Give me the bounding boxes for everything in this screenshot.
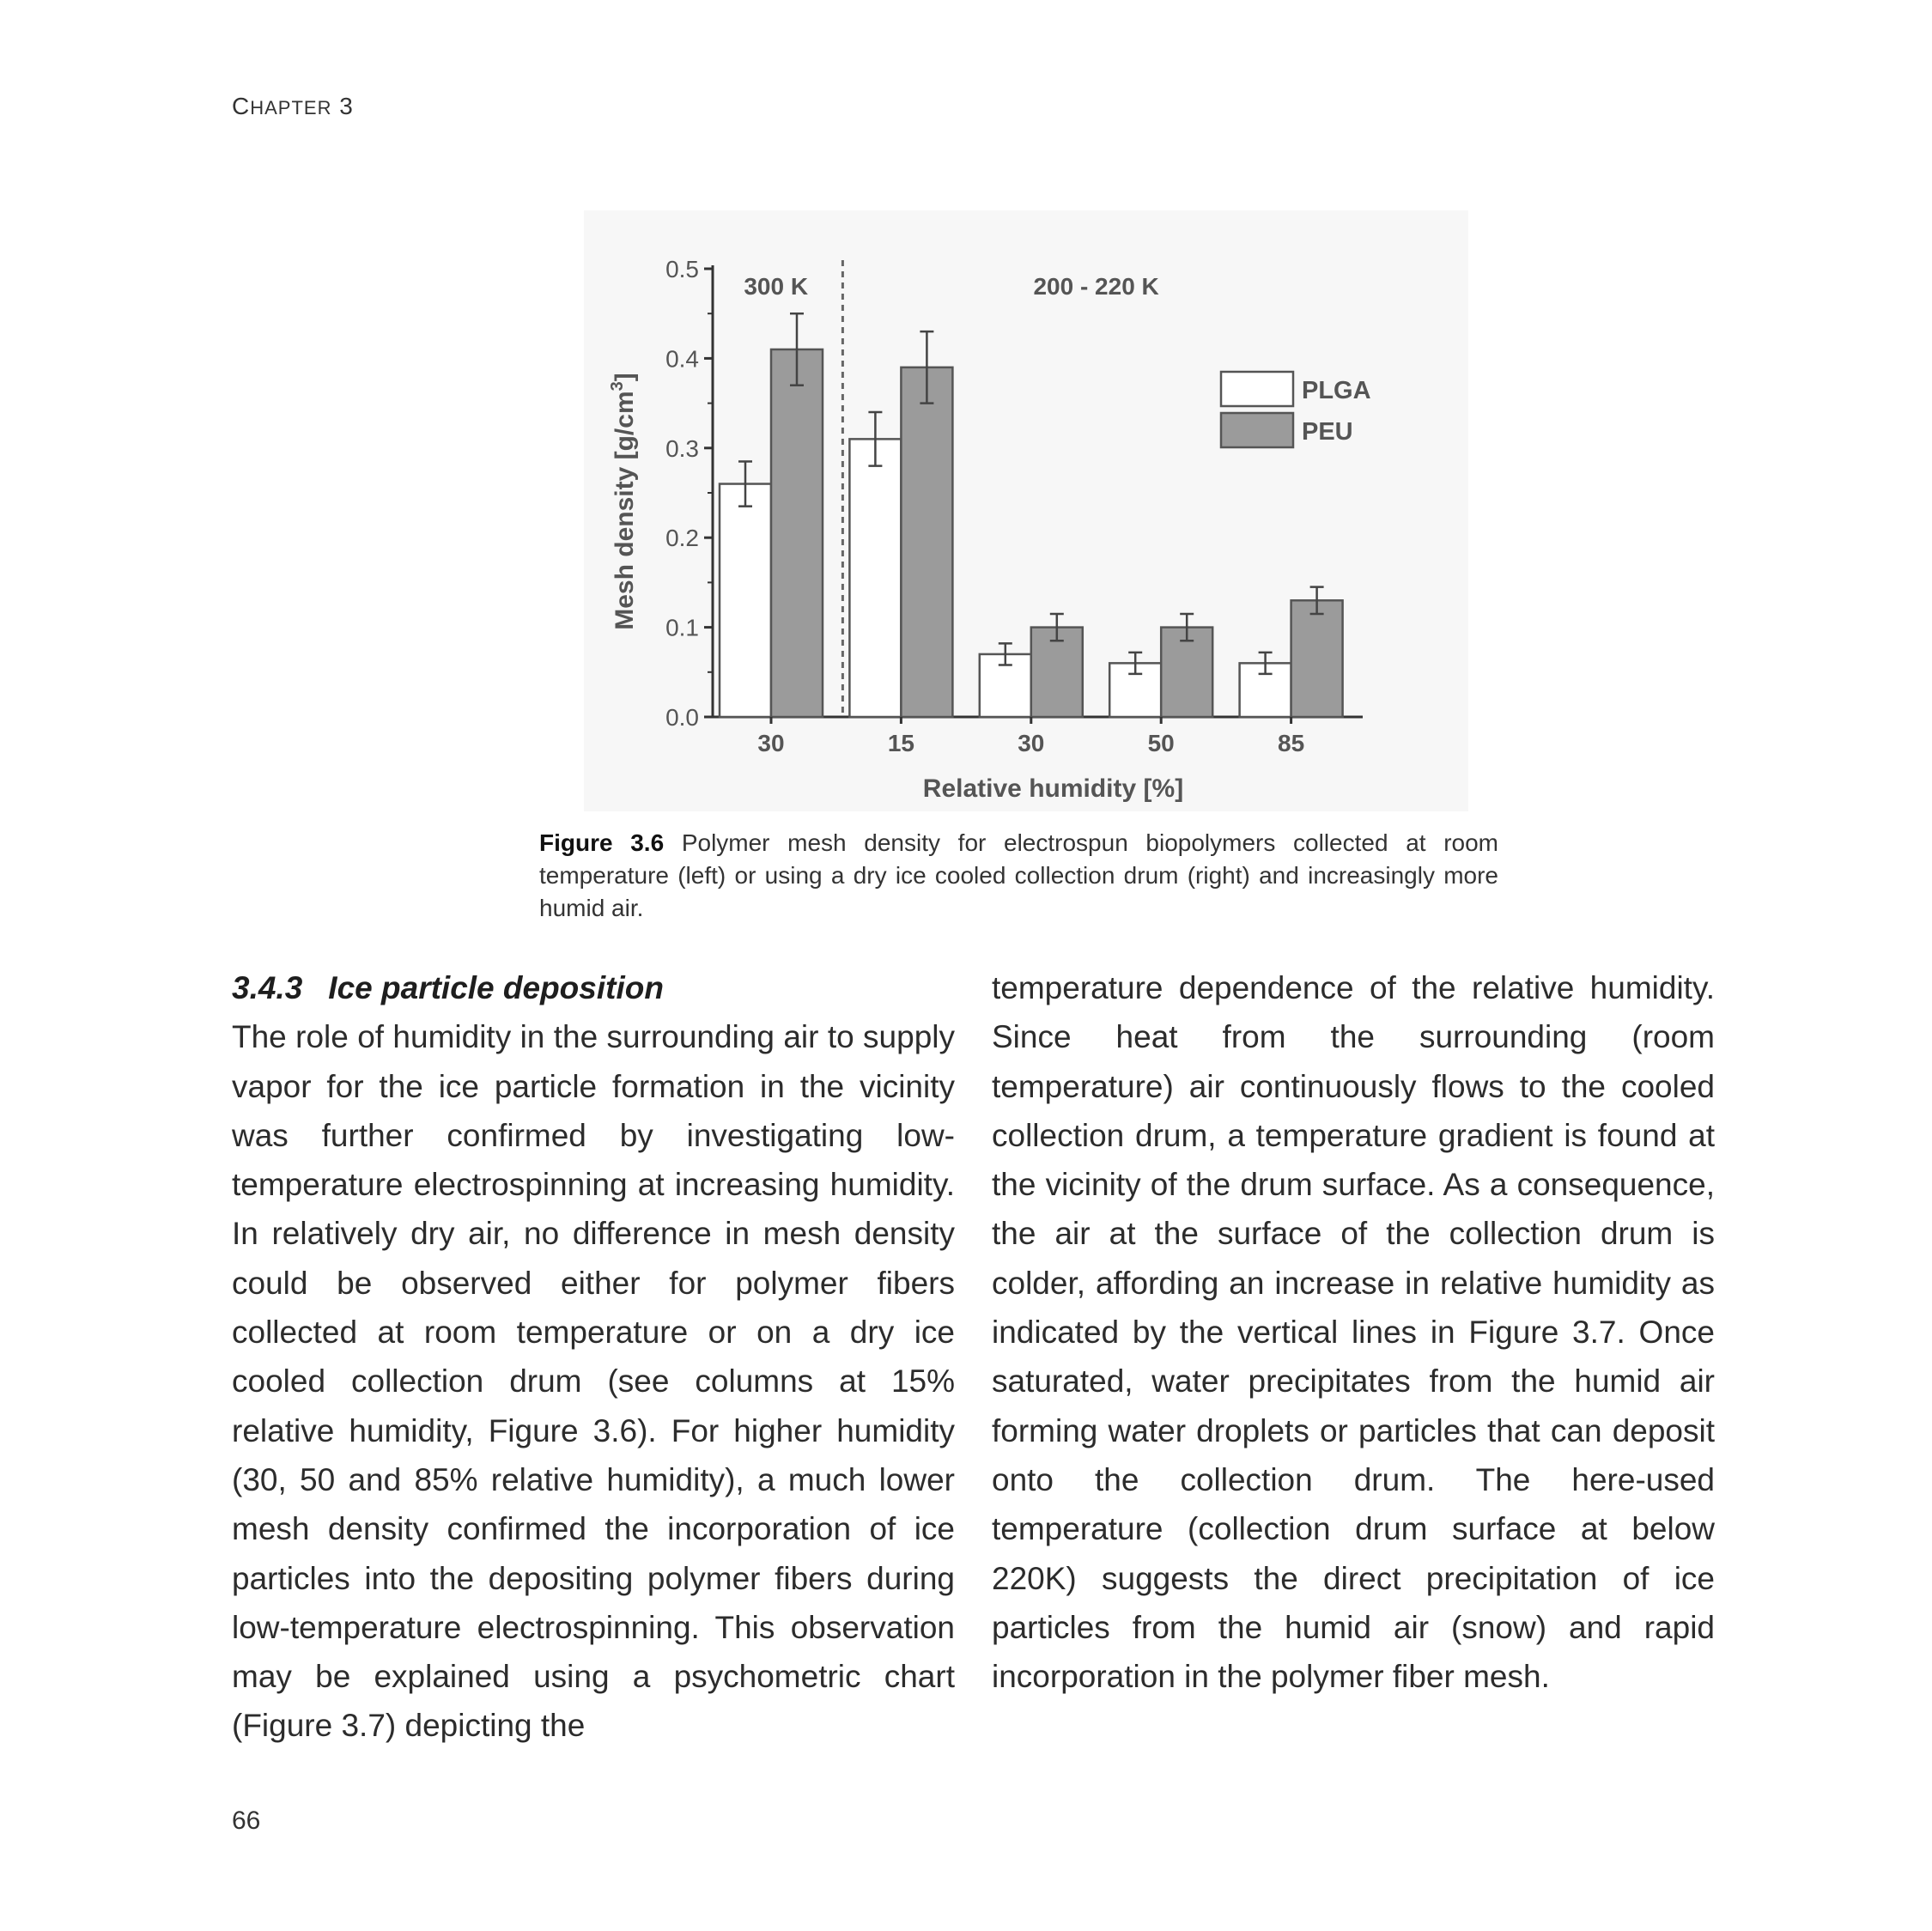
y-axis-label: Mesh density $[g/cm^3]$ [608, 373, 639, 630]
x-tick-label: 50 [1147, 730, 1175, 756]
x-axis-label: Relative humidity [%] [922, 774, 1184, 803]
bar-plga [849, 439, 901, 717]
y-tick-label: 0.2 [665, 525, 699, 552]
figure-caption [539, 827, 1498, 925]
bar-peu [1291, 600, 1343, 717]
text-column-right [992, 963, 1715, 1701]
annotation-200-220k: 200 - 220 K [1033, 273, 1159, 300]
bar-peu [771, 349, 823, 717]
bar-peu [901, 367, 952, 717]
legend-label-plga: PLGA [1302, 377, 1371, 404]
running-head [232, 93, 354, 120]
section-title: Ice particle deposition [328, 970, 664, 1005]
x-tick-label: 30 [1018, 730, 1045, 756]
y-tick-label: 0.3 [665, 434, 699, 462]
figure-caption-label: Figure 3.6 [539, 829, 665, 856]
x-tick-label: 30 [757, 730, 785, 756]
y-tick-label: 0.4 [665, 345, 699, 373]
section-number: 3.4.3 [232, 970, 303, 1005]
y-tick-label: 0.0 [665, 704, 699, 731]
x-tick-label: 15 [887, 730, 914, 756]
text-column-left [232, 963, 955, 1751]
x-tick-label: 85 [1278, 730, 1305, 756]
legend-label-peu: PEU [1302, 418, 1353, 446]
running-head-text: HAPTER [250, 97, 332, 118]
figure-chart [584, 210, 1468, 811]
y-tick-label: 0.1 [665, 614, 699, 641]
body-paragraph-right: temperature dependence of the relative humidity. Since heat from the surrounding (room temperature) air continuously flows to the cooled collection drum, a temperature gradient is found at the vicinity of the drum surface. As a consequence, the air at the surface of the collection drum is colder, affording an increase in relative humidity as indicated by the vertical lines in Figure 3.7. Once saturated, water precipitates from the humid air forming water droplets or particles that can deposit onto the collection drum. The here-used temperature (collection drum surface at below 220K) suggests the direct precipitation of ice particles from the humid air (snow) and rapid incorporation in the polymer fiber mesh. [992, 970, 1715, 1695]
running-head-number: 3 [339, 93, 354, 119]
annotation-300k: 300 K [744, 273, 809, 300]
page-number: 66 [232, 1807, 261, 1835]
figure-caption-text: Polymer mesh density for electrospun biopolymers collected at room temperature (left) or using a dry ice cooled collection drum (right) and increasingly more humid air. [539, 829, 1499, 921]
chart-background [584, 210, 1468, 811]
y-tick-label: 0.5 [665, 256, 699, 282]
body-paragraph-left: The role of humidity in the surrounding air to supply vapor for the ice particle formation in the vicinity was further confirmed by investigating low-temperature electrospinning at increasing humidity. In relatively dry air, no difference in mesh density could be observed either for polymer fibers collected at room temperature or on a dry ice cooled collection drum (see columns at 15% relative humidity, Figure 3.6). For higher humidity (30, 50 and 85% relative humidity), a much lower mesh density confirmed the incorporation of ice particles into the depositing polymer fibers during low-temperature electrospinning. This observation may be explained using a psychometric chart (Figure 3.7) depicting the [232, 1019, 955, 1744]
running-head-initial: C [232, 93, 251, 119]
section-heading [232, 963, 955, 1012]
legend-swatch-plga [1221, 372, 1293, 406]
bar-plga [720, 484, 771, 717]
legend-swatch-peu [1221, 413, 1293, 447]
